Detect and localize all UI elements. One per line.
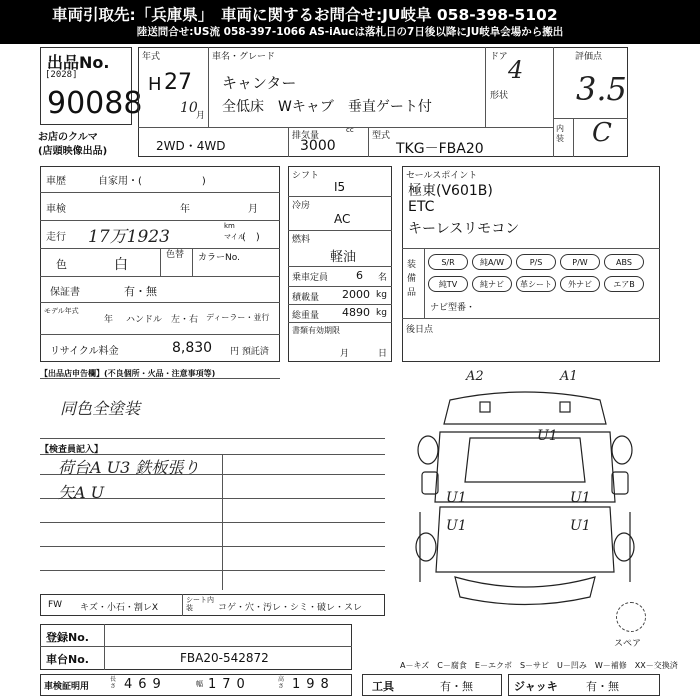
year-month: 10 <box>180 100 198 116</box>
mark-a1: A1 <box>560 369 578 384</box>
checklist-items: キズ・小石・割レX <box>80 603 158 613</box>
car-grade: 全低床 Wキャブ 垂直ゲート付 <box>222 99 432 115</box>
repaint-label: 色替 <box>166 250 185 260</box>
exhibit-number: 90088 <box>47 86 143 121</box>
cert-l-label: 長さ <box>110 676 117 690</box>
year-month-unit: 月 <box>196 111 206 121</box>
mark-u1-e: U1 <box>570 518 591 534</box>
color-value: 白 <box>114 257 128 273</box>
fuel-value: 軽油 <box>330 250 357 265</box>
jack-label: ジャッキ <box>514 680 558 693</box>
load-unit: kg <box>376 290 387 300</box>
header-bar <box>0 0 700 44</box>
equipment-label: 装備品 <box>407 260 417 298</box>
header-line2: 陸送問合せ:US流 058-397-1066 AS-iAucは落札日の7日後以降にJU岐阜会場から搬出 <box>136 26 564 38</box>
dealer-value: ディーラー・並行 <box>206 313 270 322</box>
notes-handwritten: 同色全塗装 <box>60 399 141 418</box>
doors-value: 4 <box>508 56 524 84</box>
aircon-value: AC <box>334 212 351 226</box>
equip-tv: 純TV <box>428 276 468 292</box>
doc-expiry-label: 書類有効期限 <box>292 326 340 335</box>
legend: A－キズ C－腐食 E－エクボ S－サビ U－凹み W－補修 XX－交換済 <box>400 661 678 670</box>
sales-point-1: 極東(V601B) <box>408 183 493 199</box>
car-name: キャンター <box>222 74 297 92</box>
shift-label: シフト <box>292 171 320 181</box>
shop-note1: お店のクルマ <box>38 132 98 143</box>
equip-leather: 革シート <box>516 276 556 292</box>
header-line1: 車両引取先:「兵庫県」 車両に関するお問合せ:JU岐阜 058-398-5102 <box>52 6 558 24</box>
year-value: 27 <box>164 70 192 95</box>
sales-point-2: ETC <box>408 199 435 215</box>
displacement-unit: cc <box>346 126 354 134</box>
color-no-label: カラーNo. <box>198 253 240 263</box>
registration-label: 登録No. <box>46 631 89 644</box>
doc-expiry-day: 日 <box>378 349 388 359</box>
inspection-month-unit: 月 <box>248 204 258 215</box>
doc-expiry-month: 月 <box>340 349 350 359</box>
cert-w-label: 幅 <box>196 680 203 688</box>
load-value: 2000 <box>342 288 370 301</box>
sales-points-label: セールスポイント <box>406 171 478 181</box>
equip-navi: 純ナビ <box>472 276 512 292</box>
mark-u1-b: U1 <box>446 490 467 506</box>
inspection-year-unit: 年 <box>180 204 190 215</box>
inspection-label: 車検 <box>46 204 66 215</box>
warranty-label: 保証書 <box>50 287 80 298</box>
displacement-label: 排気量 <box>292 131 320 141</box>
equip-ps: P/S <box>516 254 556 270</box>
capacity-value: 6 <box>356 269 363 282</box>
equip-ext-navi: 外ナビ <box>560 276 600 292</box>
capacity-unit: 名 <box>378 273 388 283</box>
spare-tire-icon <box>616 602 646 632</box>
shape-label: 形状 <box>490 91 509 101</box>
exhibit-tag: [2028] <box>45 70 78 80</box>
chassis-label: 車台No. <box>46 653 89 666</box>
model-value: TKG－FBA20 <box>396 141 484 157</box>
exhibit-label: 出品No. <box>47 53 110 72</box>
mileage-paren: ( ) <box>242 232 260 243</box>
drive-value: 2WD・4WD <box>156 139 226 153</box>
model-year-label: モデル年式 <box>44 307 79 315</box>
jack-value: 有・無 <box>586 680 619 693</box>
seat-items: コゲ・穴・汚レ・シミ・破レ・スレ <box>218 603 363 613</box>
spare-label: スペア <box>614 639 642 649</box>
history-label: 車歴 <box>46 176 66 187</box>
cert-h-label: 高さ <box>278 676 285 690</box>
model-label: 型式 <box>372 131 391 141</box>
warranty-value: 有・無 <box>124 285 157 298</box>
mark-u1-d: U1 <box>570 490 591 506</box>
seat-label: シート内装 <box>186 596 214 612</box>
equip-abs: ABS <box>604 254 644 270</box>
exhibit-box <box>40 47 143 125</box>
inspector-line1: 荷台A U3 鉄板張り <box>58 458 200 477</box>
score-label: 評価点 <box>575 52 603 62</box>
history-value: 自家用・( ) <box>98 176 206 187</box>
aircon-label: 冷房 <box>292 201 311 211</box>
car-diagram <box>410 372 640 612</box>
inspector-line2: 矢A U <box>58 483 105 502</box>
equip-sr: S/R <box>428 254 468 270</box>
shop-note2: (店頭映像出品) <box>38 146 108 157</box>
handle-value: ハンドル 左・右 <box>126 315 199 325</box>
mileage-unit: km <box>224 222 235 230</box>
score-value: 3.5 <box>576 70 627 108</box>
doors-label: ドア <box>490 52 508 62</box>
recycle-unit: 円 預託済 <box>230 347 269 357</box>
recycle-label: リサイクル料金 <box>50 346 119 357</box>
shift-value: I5 <box>334 180 346 194</box>
mark-u1-c: U1 <box>446 518 467 534</box>
mark-a2: A2 <box>466 369 484 384</box>
gross-unit: kg <box>376 308 387 318</box>
tools-label: 工具 <box>372 680 394 693</box>
cert-height: 198 <box>292 677 335 692</box>
navi-model-label: ナビ型番・ <box>430 303 476 313</box>
checklist-fw: FW <box>48 600 63 610</box>
cert-length: 469 <box>124 677 167 692</box>
gross-label: 総重量 <box>292 311 320 321</box>
equip-aw: 純A/W <box>472 254 512 270</box>
fuel-label: 燃料 <box>292 235 311 245</box>
cert-label: 車検証明用 <box>44 682 90 692</box>
equip-pw: P/W <box>560 254 600 270</box>
mileage-label: 走行 <box>46 232 66 243</box>
color-label: 色 <box>56 258 67 271</box>
equip-airbag: エアB <box>604 276 644 292</box>
rear-seat-label: 後日点 <box>406 325 434 335</box>
mileage-handwritten: 17万1923 <box>88 227 170 247</box>
mark-u1-a: U1 <box>537 428 558 444</box>
mileage-unit2: マイル <box>224 233 245 241</box>
capacity-label: 乗車定員 <box>292 273 329 283</box>
model-year-unit: 年 <box>104 315 114 325</box>
cert-width: 170 <box>208 677 251 692</box>
load-label: 積載量 <box>292 293 320 303</box>
tools-value: 有・無 <box>440 680 473 693</box>
displacement-value: 3000 <box>300 138 336 154</box>
chassis-value: FBA20-542872 <box>180 651 269 665</box>
sales-point-3: キーレスリモコン <box>408 221 520 237</box>
inspector-label: 【検査員記入】 <box>40 445 104 455</box>
interior-label: 内装 <box>556 124 564 143</box>
recycle-value: 8,830 <box>172 340 213 356</box>
interior-value: C <box>592 118 612 148</box>
name-label: 車名・グレード <box>212 52 276 62</box>
notes-label: 【出品店申告欄】(不良個所・火品・注意事項等) <box>40 369 216 378</box>
gross-value: 4890 <box>342 306 370 319</box>
year-era: H <box>148 74 162 95</box>
year-label: 年式 <box>142 52 161 62</box>
